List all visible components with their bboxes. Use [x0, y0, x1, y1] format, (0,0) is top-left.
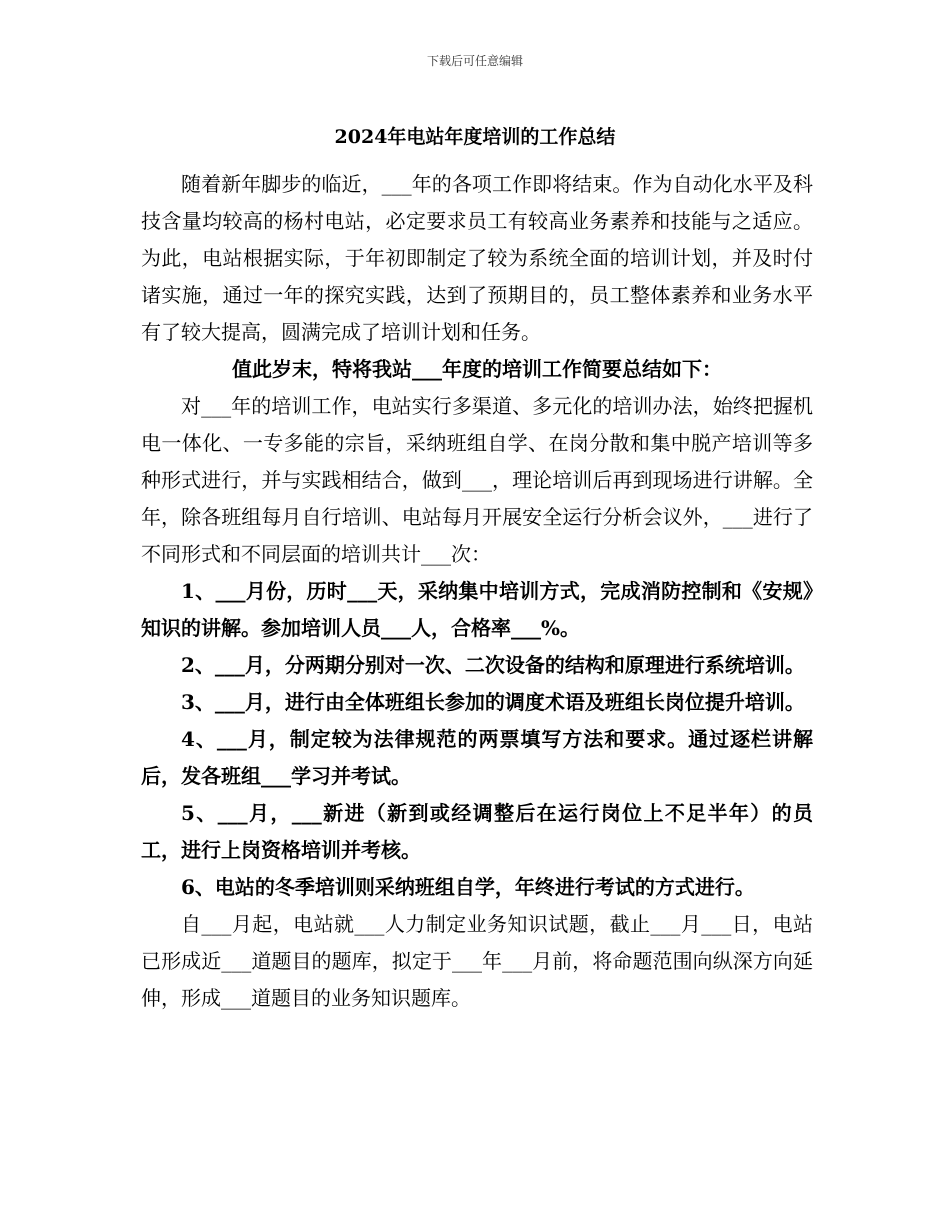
paragraph-intro: 随着新年脚步的临近，___年的各项工作即将结束。作为自动化水平及科技含量均较高的杨村电站，必定要求员工有较高业务素养和技能与之适应。为此，电站根据实际，于年初即制定了较为系统全面的培训计划，并及时付诸实施，通过一年的探究实践，达到了预期目的，员工整体素养和业务水平有了较大提高，圆满完成了培训计划和任务。: [141, 172, 813, 344]
list-item-2: 2、___月，分两期分别对一次、二次设备的结构和原理进行系统培训。: [181, 653, 805, 677]
paragraph-question-bank: 自___月起，电站就___人力制定业务知识试题，截止___月___日，电站已形成近___道题目的题库，拟定于___年___月前，将命题范围向纵深方向延伸，形成___道题目的业务知识题库。: [141, 912, 813, 1010]
document-title: 2024年电站年度培训的工作总结: [334, 126, 616, 148]
list-item-5: 5、___月，___新进（新到或经调整后在运行岗位上不足半年）的员工，进行上岗资格培训并考核。: [141, 801, 813, 862]
paragraph-summary-heading: 值此岁末，特将我站___年度的培训工作简要总结如下：: [232, 357, 722, 381]
list-item-6: 6、电站的冬季培训则采纳班组自学，年终进行考试的方式进行。: [181, 875, 755, 899]
list-item-1: 1、___月份，历时___天，采纳集中培训方式，完成消防控制和《安规》知识的讲解。参加培训人员___人，合格率___%。: [141, 579, 813, 640]
header-note: 下载后可任意编辑: [426, 54, 523, 68]
paragraph-training-overview: 对___年的培训工作，电站实行多渠道、多元化的培训办法，始终把握机电一体化、一专多能的宗旨，采纳班组自学、在岗分散和集中脱产培训等多种形式进行，并与实践相结合，做到___，理论培训后再到现场进行讲解。全年，除各班组每月自行培训、电站每月开展安全运行分析会议外，___进行了不同形式和不同层面的培训共计___次：: [141, 394, 813, 566]
list-item-4: 4、___月，制定较为法律规范的两票填写方法和要求。通过逐栏讲解后，发各班组___学习并考试。: [141, 727, 813, 788]
document-body: [141, 166, 813, 1017]
list-item-3: 3、___月，进行由全体班组长参加的调度术语及班组长岗位提升培训。: [181, 690, 805, 714]
